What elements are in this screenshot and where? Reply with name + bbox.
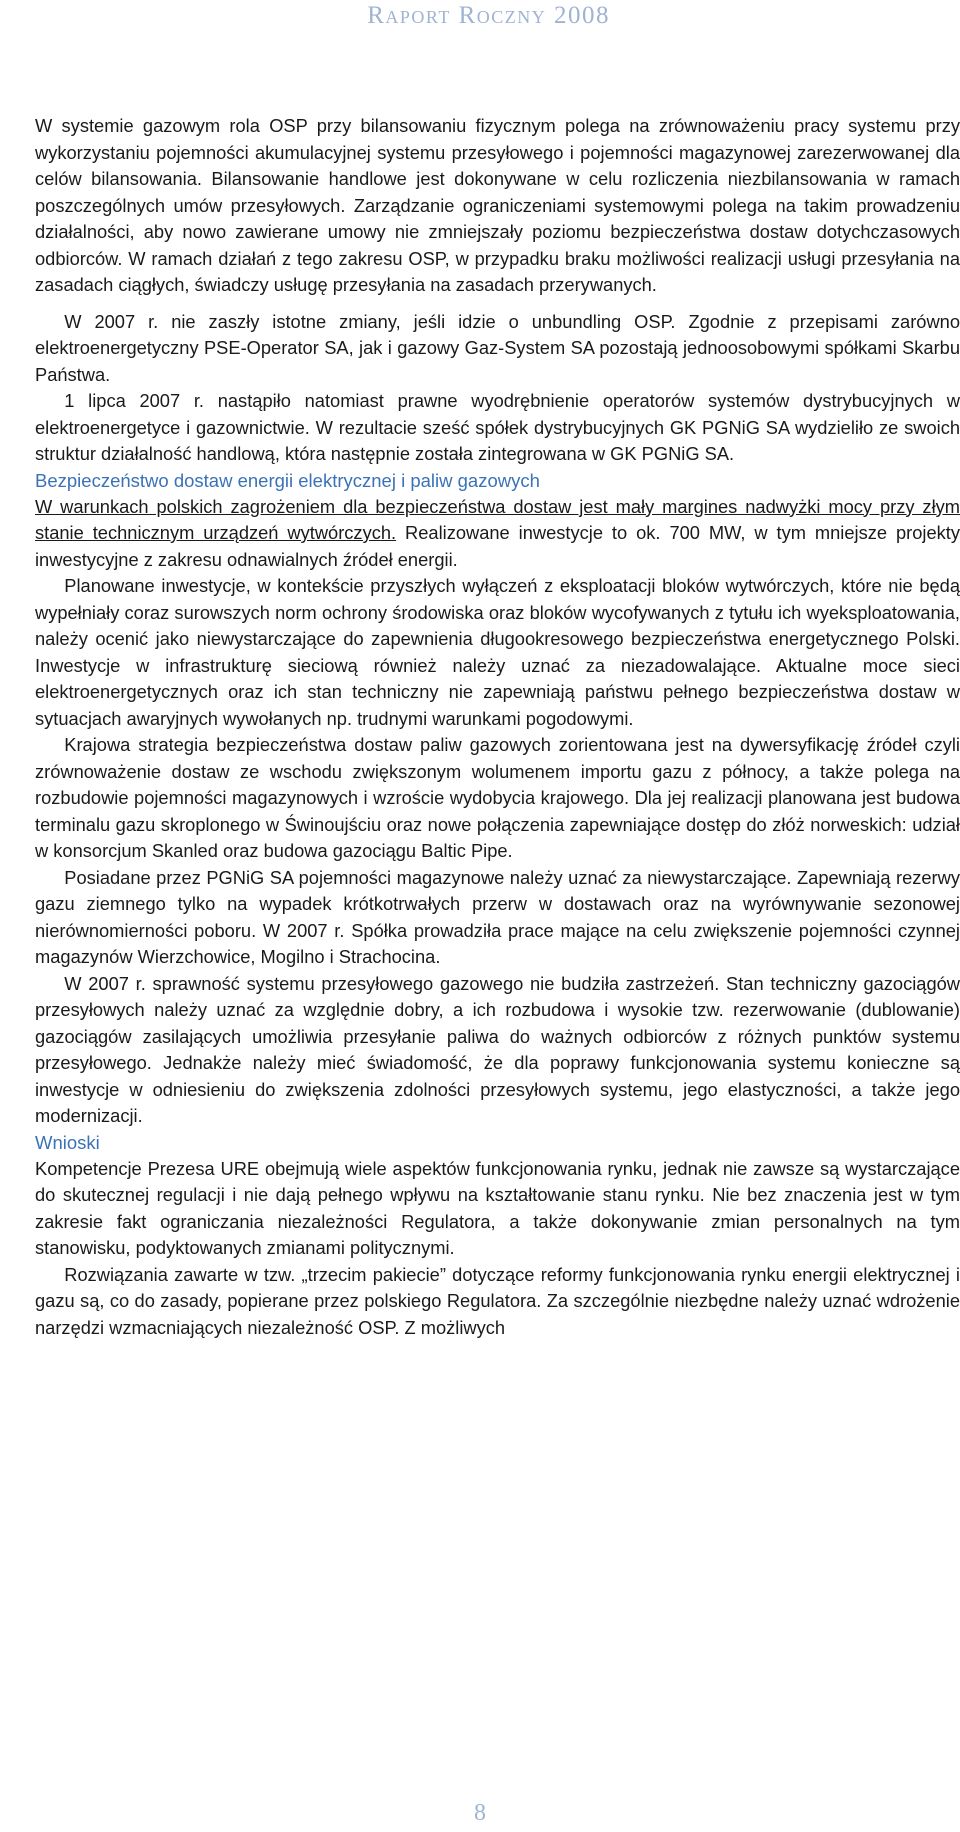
paragraph-planned-investments: Planowane inwestycje, w kontekście przyszłych wyłączeń z eksploatacji bloków wytwórczych, które nie będą wypełniały coraz surowszych norm ochrony środowiska oraz bloków wycofywanych z tytułu ich wyeksploatowania, należy ocenić jako niewystarczające do zapewnienia długookresowego bezpieczeństwa energetycznego Polski. Inwestycje w infrastrukturę sieciową również należy uznać za niezadowalające. Aktualne moce sieci elektroenergetycznych oraz ich stan techniczny nie zapewniają państwu pełnego bezpieczeństwa dostaw w sytuacjach awaryjnych wywołanych np. trudnymi warunkami pogodowymi. bbox=[35, 575, 960, 729]
paragraph-legal-separation: 1 lipca 2007 r. nastąpiło natomiast prawne wyodrębnienie operatorów systemów dystrybucyjnych w elektroenergetyce i gazownictwie. W rezultacie sześć spółek dystrybucyjnych GK PGNiG SA wydzieliło ze swoich struktur działalność handlową, która następnie została zintegrowana w GK PGNiG SA. bbox=[35, 390, 960, 464]
page-number: 8 bbox=[474, 1800, 486, 1826]
paragraph-unbundling: W 2007 r. nie zaszły istotne zmiany, jeśli idzie o unbundling OSP. Zgodnie z przepisami zarówno elektroenergetyczny PSE-Operator SA, jak i gazowy Gaz-System SA pozostają jednoosobowymi spółkami Skarbu Państwa. bbox=[35, 310, 960, 385]
underlined-statement: W warunkach polskich zagrożeniem dla bezpieczeństwa dostaw jest mały margines nadwyżki mocy przy złym stanie technicznym urządzeń wytwórczych. bbox=[35, 495, 960, 543]
paragraph-transmission-system: W 2007 r. sprawność systemu przesyłowego gazowego nie budziła zastrzeżeń. Stan techniczny gazociągów przesyłowych należy uznać za względnie dobry, a ich rozbudowa i wysokie tzw. rezerwowanie (dublowanie) gazociągów zasilających umożliwia przesyłanie paliwa do ważnych odbiorców z różnych punktów systemu przesyłowego. Jednakże należy mieć świadomość, że dla poprawy funkcjonowania systemu konieczne są inwestycje w odniesieniu do zwiększenia zdolności przesyłowych systemu, jego elastyczności, a także jego modernizacji. bbox=[35, 972, 960, 1126]
paragraph-osp-gas-balancing: W systemie gazowym rola OSP przy bilansowaniu fizycznym polega na zrównoważeniu pracy systemu przy wykorzystaniu pojemności akumulacyjnej systemu przesyłowego i pojemności magazynowej zarezerwowanej dla celów bilansowania. Bilansowanie handlowe jest dokonywane w celu rozliczenia niezbilansowania w ramach poszczególnych umów przesyłowych. Zarządzanie ograniczeniami systemowymi polega na takim prowadzeniu działalności, aby nowo zawierane umowy nie zmniejszały poziomu bezpieczeństwa dostaw dotychczasowych odbiorców. W ramach działań z tego zakresu OSP, w przypadku braku możliwości realizacji usługi przesyłania na zasadach ciągłych, świadczy usługę przesyłania na zasadach przerywanych. bbox=[35, 115, 960, 295]
paragraph-gas-strategy: Krajowa strategia bezpieczeństwa dostaw paliw gazowych zorientowana jest na dywersyfikację źródeł czyli zrównoważenie dostaw ze wschodu zwiększonym wolumenem importu gazu z północy, a także polega na rozbudowie pojemności magazynowych i wzroście wydobycia krajowego. Dla jej realizacji planowana jest budowa terminalu gazu skroplonego w Świnoujściu oraz nowe połączenia zapewniające dostęp do złóż norweskich: udział w konsorcjum Skanled oraz budowa gazociągu Baltic Pipe. bbox=[35, 734, 960, 861]
paragraph-storage-capacity: Posiadane przez PGNiG SA pojemności magazynowe należy uznać za niewystarczające. Zapewniają rezerwy gazu ziemnego tylko na wypadek krótkotrwałych przerw w dostawach oraz na wyrównywanie sezonowej nierównomierności poboru. W 2007 r. Spółka prowadziła prace mające na celu zwiększenie pojemności czynnej magazynów Wierzchowice, Mogilno i Strachocina. bbox=[35, 866, 960, 967]
section-heading-security: Bezpieczeństwo dostaw energii elektrycznej i paliw gazowych bbox=[35, 469, 540, 491]
paragraph-third-package: Rozwiązania zawarte w tzw. „trzecim pakiecie” dotyczące reformy funkcjonowania rynku energii elektrycznej i gazu są, co do zasady, popierane przez polskiego Regulatora. Za szczególnie niezbędne należy uznać wdrożenie narzędzi wzmacniających niezależność OSP. Z możliwych bbox=[35, 1263, 960, 1338]
paragraph-security-intro-rest: Realizowane inwestycje to ok. 700 MW, w tym mniejsze projekty inwestycyjne z zakresu odnawialnych źródeł energii. bbox=[35, 522, 960, 570]
paragraph-security-intro bbox=[35, 494, 960, 574]
paragraph-ure-competences: Kompetencje Prezesa URE obejmują wiele aspektów funkcjonowania rynku, jednak nie zawsze są wystarczające do skutecznej regulacji i nie dają pełnego wpływu na kształtowanie stanu rynku. Nie bez znaczenia jest w tym zakresie fakt ograniczania niezależności Regulatora, a także dokonywanie zmian personalnych na tym stanowisku, podyktowanych zmianami politycznymi. bbox=[35, 1157, 960, 1258]
page-body bbox=[35, 113, 960, 1341]
report-header-title: Raport Roczny 2008 bbox=[367, 2, 610, 29]
section-heading-conclusions: Wnioski bbox=[35, 1131, 100, 1153]
